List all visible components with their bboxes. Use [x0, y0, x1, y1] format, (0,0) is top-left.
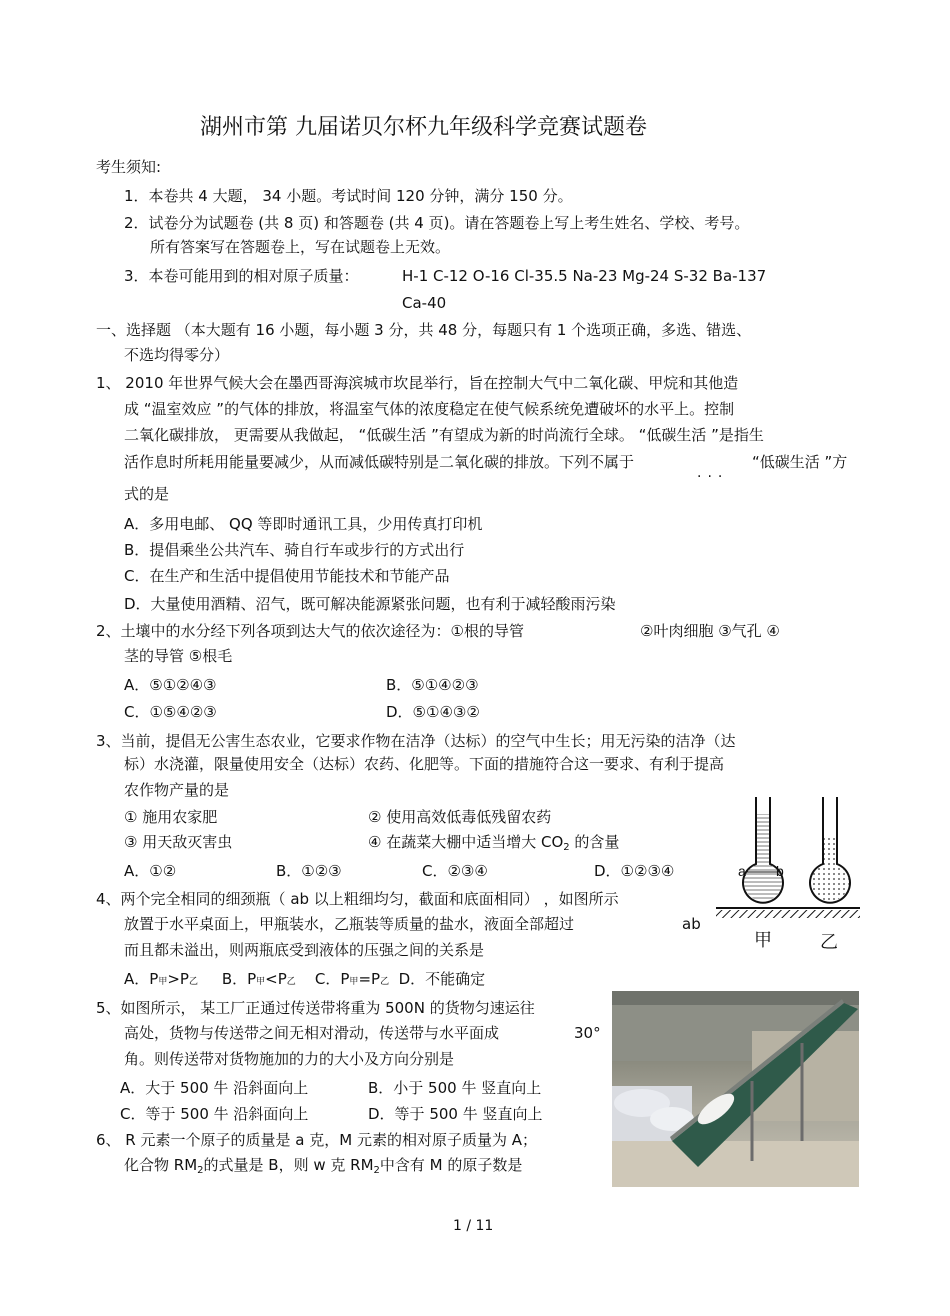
- q4-option-a: A．P甲>P乙: [124, 970, 198, 988]
- q1-option-b: B．提倡乘坐公共汽车、骑自行车或步行的方式出行: [124, 541, 465, 559]
- q4-line-1: 4、两个完全相同的细颈瓶（ ab 以上粗细均匀，截面和底面相同） ，如图所示: [96, 890, 619, 908]
- q3-line-2: 标）水浇灌，限量使用安全（达标）农药、化肥等。下面的措施符合这一要求、有利于提高: [124, 755, 725, 773]
- emphasis-dots: ...: [697, 465, 729, 481]
- flask-jia: [743, 797, 783, 903]
- table-surface: [716, 910, 860, 918]
- q3-line-1: 3、当前，提倡无公害生态农业，它要求作物在洁净（达标）的空气中生长；用无污染的洁净（达: [96, 732, 736, 750]
- label-yi: 乙: [820, 932, 838, 953]
- q1-line-5: 式的是: [124, 485, 170, 503]
- q5-line-2-end: 30°: [574, 1024, 601, 1042]
- label-b: b: [776, 863, 784, 879]
- q5-option-a: A．大于 500 牛 沿斜面向上: [120, 1079, 309, 1097]
- q5-option-d: D．等于 500 牛 竖直向上: [368, 1105, 543, 1123]
- q6-line-1: 6、 R 元素一个原子的质量是 a 克，M 元素的相对原子质量为 A；: [96, 1131, 537, 1149]
- q3-option-a: A．①②: [124, 862, 177, 880]
- q5-line-3: 角。则传送带对货物施加的力的大小及方向分别是: [124, 1050, 455, 1068]
- flask-yi: [810, 797, 850, 903]
- page-title: 湖州市第 九届诺贝尔杯九年级科学竞赛试题卷: [200, 115, 647, 140]
- q1-line-4-end: “低碳生活 ”方: [752, 453, 848, 471]
- q3-option-c: C．②③④: [422, 862, 488, 880]
- q2-option-c: C．①⑤④②③: [124, 703, 217, 721]
- q4-option-c: C．P甲=P乙: [314, 970, 390, 988]
- q5-option-c: C．等于 500 牛 沿斜面向上: [120, 1105, 309, 1123]
- q2-option-d: D．⑤①④③②: [386, 703, 480, 721]
- conveyor-belt-photo: [612, 991, 859, 1187]
- q1-option-a: A．多用电邮、 QQ 等即时通讯工具，少用传真打印机: [124, 515, 483, 533]
- q5-line-2: 高处，货物与传送带之间无相对滑动，传送带与水平面成: [124, 1024, 500, 1042]
- q1-option-c: C．在生产和生活中提倡使用节能技术和节能产品: [124, 567, 450, 585]
- atomic-masses-cont: Ca-40: [402, 294, 447, 312]
- section-heading: 一、选择题 （本大题有 16 小题，每小题 3 分，共 48 分，每题只有 1 个选项正确，多选、错选、: [96, 321, 752, 339]
- q3-item-3: ③ 用天敌灭害虫: [124, 833, 233, 851]
- q6-line-2: 化合物 $RM_2$的式量是 B，则 w 克 $RM_2$中含有 M 的原子数是: [124, 1156, 523, 1176]
- q4-option-d: D．不能确定: [398, 970, 486, 988]
- q3-option-b: B．①②③: [276, 862, 342, 880]
- q2-line-1: 2、土壤中的水分经下列各项到达大气的依次途径为：①根的导管: [96, 622, 524, 640]
- label-a: a: [738, 863, 746, 879]
- notice-heading: 考生须知:: [96, 158, 162, 176]
- notice-item-2-cont: 所有答案写在答题卷上，写在试题卷上无效。: [150, 238, 451, 256]
- q2-option-b: B．⑤①④②③: [386, 676, 479, 694]
- q1-line-4: 活作息时所耗用能量要减少，从而减低碳特别是二氧化碳的排放。下列不属于: [124, 453, 635, 471]
- q3-line-3: 农作物产量的是: [124, 781, 230, 799]
- atomic-masses: H-1 C-12 O-16 Cl-35.5 Na-23 Mg-24 S-32 Ba-137: [402, 267, 767, 285]
- q5-option-b: B．小于 500 牛 竖直向上: [368, 1079, 542, 1097]
- q1-line-1: 1、 2010 年世界气候大会在墨西哥海滨城市坎昆举行，旨在控制大气中二氧化碳、甲烷和其他造: [96, 374, 739, 392]
- q4-line-2: 放置于水平桌面上，甲瓶装水，乙瓶装等质量的盐水，液面全部超过: [124, 915, 575, 933]
- q3-option-d: D．①②③④: [594, 862, 675, 880]
- q3-item-4: ④ 在蔬菜大棚中适当增大 $CO_2$ 的含量: [368, 833, 620, 853]
- section-heading-cont: 不选均得零分）: [124, 346, 230, 364]
- q3-item-1: ① 施用农家肥: [124, 808, 218, 826]
- q1-option-d: D．大量使用酒精、沼气，既可解决能源紧张问题，也有利于减轻酸雨污染: [124, 595, 616, 613]
- notice-item-3: 3．本卷可能用到的相对原子质量：: [124, 267, 359, 285]
- q2-option-a: A．⑤①②④③: [124, 676, 217, 694]
- q1-line-2: 成 “温室效应 ”的气体的排放，将温室气体的浓度稳定在使气候系统免遭破坏的水平上。控制: [124, 400, 735, 418]
- q2-line-2: 茎的导管 ⑤根毛: [124, 647, 233, 665]
- q4-line-2-end: ab: [682, 915, 701, 933]
- label-jia: 甲: [754, 930, 772, 951]
- q4-option-b: B．P甲<P乙: [221, 970, 296, 988]
- q1-line-3: 二氧化碳排放， 更需要从我做起， “低碳生活 ”有望成为新的时尚流行全球。 “低碳生活 ”是指生: [124, 426, 764, 444]
- notice-item-2: 2．试卷分为试题卷 (共 8 页) 和答题卷 (共 4 页)。请在答题卷上写上考生姓名、学校、考号。: [124, 214, 750, 232]
- q4-line-3: 而且都未溢出，则两瓶底受到液体的压强之间的关系是: [124, 941, 485, 959]
- page-number: 1 / 11: [453, 1218, 494, 1234]
- q5-line-1: 5、如图所示， 某工厂正通过传送带将重为 500N 的货物匀速运往: [96, 999, 535, 1017]
- q3-item-2: ② 使用高效低毒低残留农药: [368, 808, 552, 826]
- notice-item-1: 1．本卷共 4 大题， 34 小题。考试时间 120 分钟，满分 150 分。: [124, 187, 573, 205]
- flasks-figure: [712, 792, 864, 954]
- q2-line-1-end: ②叶肉细胞 ③气孔 ④: [640, 622, 780, 640]
- q4-options: [124, 969, 485, 992]
